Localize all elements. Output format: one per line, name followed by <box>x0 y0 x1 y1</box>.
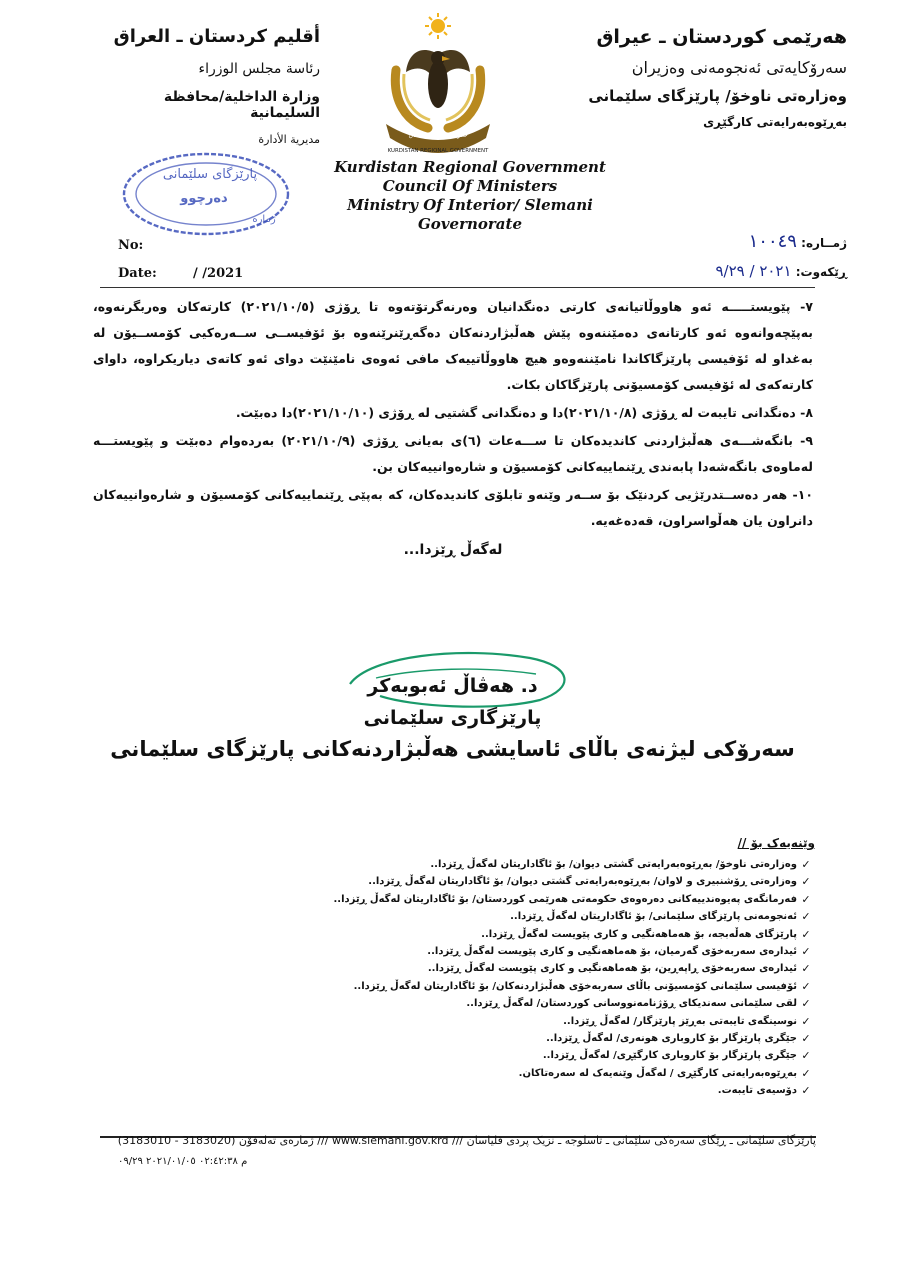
signer-name: د. هەڤاڵ ئەبوبەکر <box>367 675 538 697</box>
council-ar: رئاسة مجلس الوزراء <box>198 61 320 77</box>
number-label-ku: ژمــارە: <box>801 236 847 250</box>
checkmark-icon: ✓ <box>801 945 811 959</box>
checkmark-icon: ✓ <box>801 1066 811 1080</box>
checkmark-icon: ✓ <box>801 910 811 924</box>
stamp-text-bottom: ژمارە <box>252 214 276 225</box>
ministry-ku: وەزارەتی ناوخۆ/ پارێزگای سلێمانی <box>588 87 847 105</box>
region-ar: أقليم كردستان ـ العراق <box>113 26 320 47</box>
reference-english <box>118 232 243 288</box>
date-label-ku: ڕێکەوت: <box>795 265 847 279</box>
checkmark-icon: ✓ <box>801 997 811 1011</box>
english-line-1: Kurdistan Regional Government <box>334 158 606 176</box>
department-ar: مديرية الأدارة <box>258 133 320 146</box>
list-item: ✓ ئیدارەی سەربەخۆی گەرمیان، بۆ هەماهەنگیی و کاری پێویست لەگەڵ ڕێزدا.. <box>95 943 815 960</box>
list-item: ✓ ئۆفیسی سلێمانی کۆمسیۆنی باڵای سەربەخۆی هەڵبژاردنەکان/ بۆ ئاگاداریتان لەگەڵ ڕێزدا.. <box>95 978 815 995</box>
emblem-caption-ar: حكومة إقليم كوردستان <box>408 132 468 139</box>
header-kurdish <box>547 26 847 129</box>
closing: لەگەڵ ڕێزدا... <box>403 542 503 558</box>
checkmark-icon: ✓ <box>801 1014 811 1028</box>
council-ku: سەرۆکایەتی ئەنجومەنی وەزیران <box>631 58 847 77</box>
list-item: ✓ وەزارەتی ڕۆشنبیری و لاوان/ بەڕێوەبەرایەتی گشتی دیوان/ بۆ ئاگاداریتان لەگەڵ ڕێزدا.. <box>95 873 815 890</box>
english-line-3: Ministry Of Interior/ Slemani Governorate <box>347 196 593 233</box>
kurdistan-emblem-icon <box>372 10 504 158</box>
footer-address: پارێزگای سلێمانی ـ ڕێگای سەرەکی سلێمانی ـ تاسلوجە ـ نزیک پردی قلیاسان /// www.slemani.gov.krd /// ژمارەی تەلەفۆن (3183020 - 3183010) <box>117 1134 816 1147</box>
signature-block <box>100 675 805 761</box>
number-value: ١٠٠٤٩ <box>748 231 797 252</box>
stamp-text-top: پارێزگای سلێمانی <box>162 167 258 182</box>
emblem-caption-en: KURDISTAN REGIONAL GOVERNMENT <box>387 148 489 154</box>
signer-role: سەرۆکی لیژنەی باڵای ئاسایشی هەڵبژاردنەکانی پارێزگای سلێمانی <box>110 737 795 761</box>
date-value: / /2021 <box>193 266 244 281</box>
footer-timestamp: م ٠٢:٤٢:٣٨ ٢٠٢١/٠١/٠٥ ٠٩/٢٩ <box>118 1156 248 1167</box>
checkmark-icon: ✓ <box>801 875 811 889</box>
checkmark-icon: ✓ <box>801 1032 811 1046</box>
list-item: ✓ پارێزگای هەڵەبجە، بۆ هەماهەنگیی و کاری پێویست لەگەڵ ڕێزدا.. <box>95 926 815 943</box>
list-item: ✓ دۆسیەی تایبەت. <box>95 1082 815 1099</box>
no-label: No: <box>118 238 144 253</box>
checkmark-icon: ✓ <box>801 927 811 941</box>
cc-title: وێنەیەک بۆ // <box>737 836 815 850</box>
signer-title: پارێزگاری سلێمانی <box>363 707 542 729</box>
paragraph-10: ١٠- هەر دەســتدرێژیی کردنێک بۆ ســەر وێنەو تابلۆی کاندیدەکان، کە بەپێی ڕێنماییەکانی کۆمسیۆن و شارەوانییەکان دانراون یان هەڵواسراون، قەدەغەیە. <box>93 487 813 528</box>
reference-kurdish <box>715 228 847 286</box>
header-arabic <box>110 26 320 146</box>
list-item: ✓ جێگری پارێزگار بۆ کاروباری کارگێڕی/ لەگەڵ ڕێزدا.. <box>95 1047 815 1064</box>
paragraph-7: ٧- پێویستـــــە ئەو هاووڵاتیانەی کارتی دەنگدانیان وەرنەگرتۆتەوە تا ڕۆژی (٢٠٢١/١٠/٥) کارتەکان وەربگرنەوە، بەپێچەوانەوە ئەو کارتانەی دەمێننەوە پێش هەڵبژاردنەکان دەگەڕێنرێنەوە بۆ ئۆفیســی ســەرەکیی کۆمســیۆن لە بەغداو لە ئۆفیسی پارێزگاکاندا نامێننەوەو هیچ هاووڵاتییەک مافی ئەوەی نامێنێت دوای ئەو کاتەی دیاریکراوە، داوای کارتەکەی لە ئۆفیسی کۆمسیۆنی پارێزگاکان بکات. <box>93 299 813 392</box>
checkmark-icon: ✓ <box>801 962 811 976</box>
checkmark-icon: ✓ <box>801 1084 811 1098</box>
date-label: Date: <box>118 266 157 281</box>
paragraph-9: ٩- بانگەشـــەی هەڵبژاردنی کاندیدەکان تا ســـەعات (٦)ی بەیانی ڕۆژی (٢٠٢١/١٠/٩) بەردەوام دەبێت و پێویستـــە لەماوەی بانگەشەدا پابەندی ڕێنماییەکانی کۆمسیۆن و شارەوانییەکان بن. <box>93 433 813 474</box>
checkmark-icon: ✓ <box>801 979 811 993</box>
stamp-text-mid: دەرچوو <box>180 191 228 206</box>
paragraph-8: ٨- دەنگدانی تایبەت لە ڕۆژی (٢٠٢١/١٠/٨)دا و دەنگدانی گشتیی لە ڕۆژی (٢٠٢١/١٠/١٠)دا دەبێت. <box>235 405 813 420</box>
list-item: ✓ ئەنجومەنی پارێزگای سلێمانی/ بۆ ئاگاداریتان لەگەڵ ڕێزدا.. <box>95 908 815 925</box>
list-item: ✓ ئیدارەی سەربەخۆی ڕاپەڕین، بۆ هەماهەنگیی و کاری پێویست لەگەڵ ڕێزدا.. <box>95 960 815 977</box>
checkmark-icon: ✓ <box>801 1049 811 1063</box>
list-item: ✓ فەرمانگەی پەیوەندییەکانی دەرەوەی حکومەتی هەرێمی کوردستان/ بۆ ئاگاداریتان لەگەڵ ڕێزدا.. <box>95 891 815 908</box>
date-value-ku: ٢٠٢١ / ٩/٢٩ <box>715 262 792 280</box>
checkmark-icon: ✓ <box>801 858 811 871</box>
cc-list <box>95 836 815 1100</box>
list-item: ✓ وەزارەتی ناوخۆ/ بەڕێوەبەرایەتی گشتی دیوان/ بۆ ئاگاداریتان لەگەڵ ڕێزدا.. <box>95 856 815 873</box>
header-divider <box>100 287 815 288</box>
letter-body <box>93 294 813 558</box>
list-item: ✓ نوسینگەی تایبەتی بەڕێز پارێزگار/ لەگەڵ ڕێزدا.. <box>95 1013 815 1030</box>
checkmark-icon: ✓ <box>801 892 811 906</box>
list-item: ✓ بەڕێوەبەرایەتی کارگێڕی / لەگەڵ وێنەیەک لە سەرەتاکان. <box>95 1065 815 1082</box>
list-item: ✓ لقی سلێمانی سەندیکای ڕۆژنامەنووسانی کوردستان/ لەگەڵ ڕێزدا.. <box>95 995 815 1012</box>
department-ku: بەڕێوەبەرایەتی کارگێڕی <box>703 115 847 129</box>
header-english <box>300 158 640 234</box>
region-ku: هەرێمی کوردستان ـ عیراق <box>596 26 847 48</box>
list-item: ✓ جێگری پارێزگار بۆ کاروباری هونەری/ لەگەڵ ڕێزدا.. <box>95 1030 815 1047</box>
english-line-2: Council Of Ministers <box>382 177 558 195</box>
ministry-ar: وزارة الداخلية/محافظة السليمانية <box>163 89 320 121</box>
